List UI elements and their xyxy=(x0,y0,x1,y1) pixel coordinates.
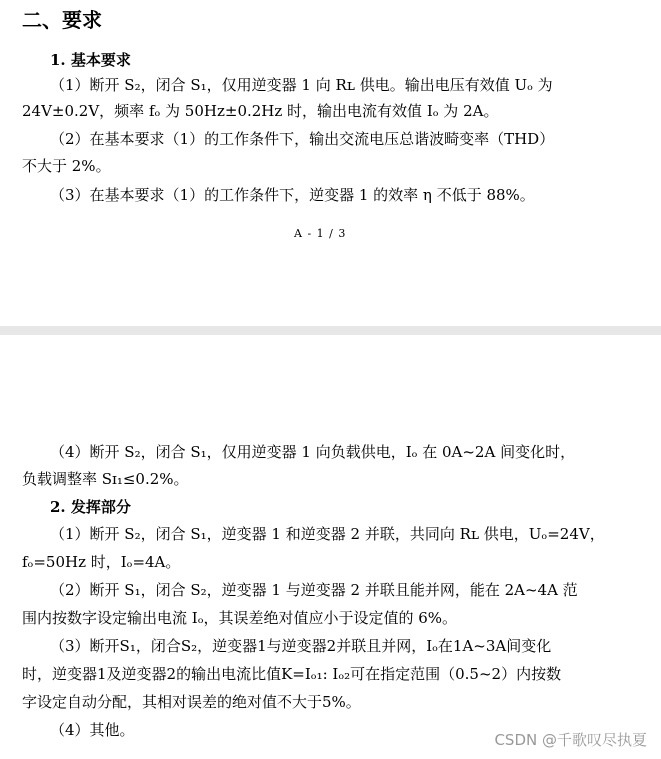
paragraph-line: （1）断开 S₂，闭合 S₁，逆变器 1 和逆变器 2 并联，共同向 Rʟ 供电，Uₒ=24V， xyxy=(50,525,605,543)
paragraph-line: 负载调整率 Sɪ₁≤0.2%。 xyxy=(22,470,189,488)
document-page-2 xyxy=(0,335,661,759)
page-footer: A - 1 / 3 xyxy=(294,227,347,240)
paragraph-line: 围内按数字设定输出电流 Iₒ，其误差绝对值应小于设定值的 6%。 xyxy=(22,609,458,627)
paragraph-line: 字设定自动分配，其相对误差的绝对值不大于5%。 xyxy=(22,693,361,711)
section-title: 二、要求 xyxy=(22,8,102,32)
paragraph-line: fₒ=50Hz 时，Iₒ=4A。 xyxy=(22,553,181,571)
subsection-title-advanced: 2. 发挥部分 xyxy=(50,498,131,516)
paragraph-line: 时，逆变器1及逆变器2的输出电流比值K=Iₒ₁: Iₒ₂可在指定范围（0.5~2）内按数 xyxy=(22,665,562,683)
document-page-1 xyxy=(0,0,661,326)
paragraph-line: 不大于 2%。 xyxy=(22,157,111,175)
csdn-watermark: CSDN @千歌叹尽执夏 xyxy=(494,731,647,749)
paragraph-line: （4）断开 S₂，闭合 S₁，仅用逆变器 1 向负载供电，Iₒ 在 0A~2A 间变化时， xyxy=(50,443,576,461)
paragraph-line: （3）在基本要求（1）的工作条件下，逆变器 1 的效率 η 不低于 88%。 xyxy=(50,186,535,204)
paragraph-line: （3）断开S₁，闭合S₂，逆变器1与逆变器2并联且并网，Iₒ在1A~3A间变化 xyxy=(50,637,552,655)
page-separator xyxy=(0,326,661,335)
paragraph-line: （2）断开 S₁，闭合 S₂，逆变器 1 与逆变器 2 并联且能并网，能在 2A~4A 范 xyxy=(50,581,578,599)
paragraph-line: （4）其他。 xyxy=(50,721,135,739)
subsection-title-basic: 1. 基本要求 xyxy=(50,51,131,69)
paragraph-line: （2）在基本要求（1）的工作条件下，输出交流电压总谐波畸变率（THD） xyxy=(50,130,555,148)
paragraph-line: 24V±0.2V，频率 fₒ 为 50Hz±0.2Hz 时，输出电流有效值 Iₒ 为 2A。 xyxy=(22,102,499,120)
paragraph-line: （1）断开 S₂，闭合 S₁，仅用逆变器 1 向 Rʟ 供电。输出电压有效值 Uₒ 为 xyxy=(50,76,553,94)
